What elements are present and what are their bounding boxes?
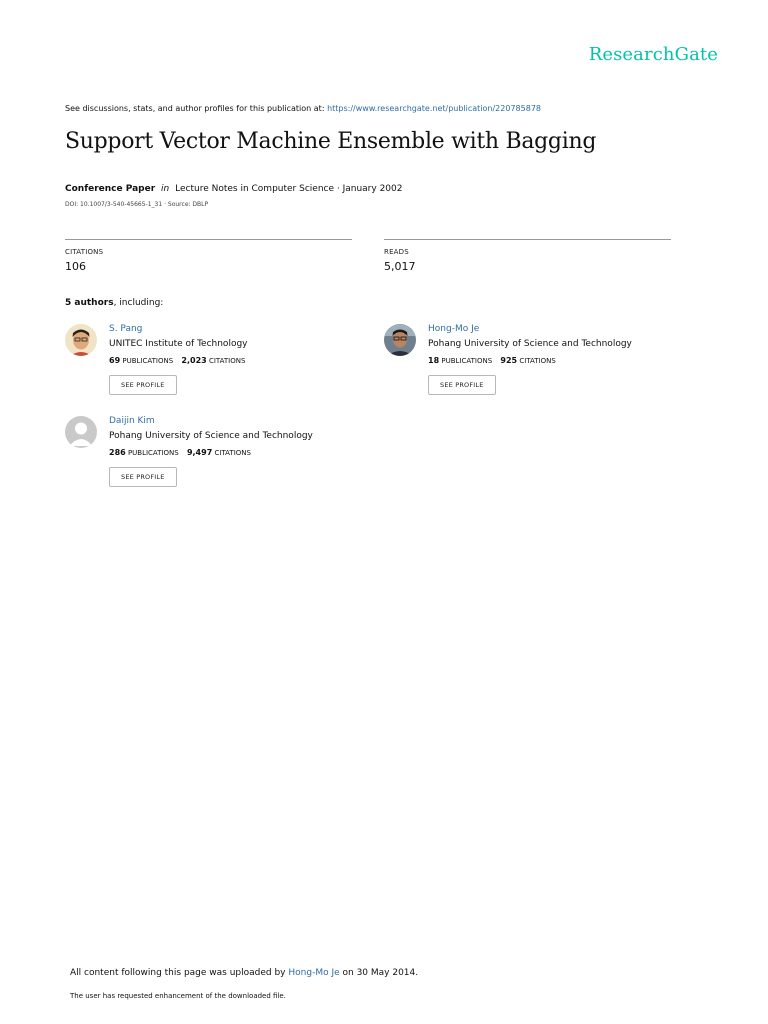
researchgate-logo[interactable]: ResearchGate — [588, 44, 718, 65]
publications-count: 18 — [428, 356, 440, 365]
paper-meta — [65, 184, 402, 194]
author-card — [65, 416, 365, 496]
author-stats — [109, 356, 245, 365]
uploader-link[interactable]: Hong-Mo Je — [288, 968, 340, 978]
avatar[interactable] — [65, 416, 97, 448]
author-name[interactable]: Hong-Mo Je — [428, 324, 480, 334]
upload-suffix: on 30 May 2014. — [339, 968, 419, 978]
author-card — [384, 324, 684, 404]
author-name[interactable]: S. Pang — [109, 324, 143, 334]
citations-label: CITATIONS — [65, 248, 104, 256]
paper-venue: Lecture Notes in Computer Science · January 2002 — [175, 184, 403, 194]
upload-line — [70, 968, 418, 978]
reads-value: 5,017 — [384, 260, 416, 273]
citations-label: CITATIONS — [208, 357, 246, 365]
upload-prefix: All content following this page was uploaded by — [70, 968, 289, 978]
discussion-text: See discussions, stats, and author profiles for this publication at: — [65, 104, 328, 113]
paper-title: Support Vector Machine Ensemble with Bagging — [65, 129, 597, 154]
paper-type: Conference Paper — [65, 184, 156, 194]
publications-label: PUBLICATIONS — [441, 357, 493, 365]
reads-divider — [384, 239, 671, 240]
author-photo-icon — [384, 324, 416, 356]
authors-suffix: , including: — [113, 298, 164, 308]
author-institution: UNITEC Institute of Technology — [109, 339, 248, 349]
publications-count: 286 — [109, 448, 126, 457]
author-stats — [428, 356, 556, 365]
author-institution: Pohang University of Science and Technology — [109, 431, 313, 441]
author-stats — [109, 448, 251, 457]
citations-count: 925 — [500, 356, 518, 365]
publications-count: 69 — [109, 356, 121, 365]
default-avatar-icon — [65, 416, 97, 448]
see-profile-button[interactable]: SEE PROFILE — [428, 375, 496, 395]
publications-label: PUBLICATIONS — [127, 449, 179, 457]
discussion-line — [65, 104, 541, 113]
author-institution: Pohang University of Science and Technology — [428, 339, 632, 349]
author-card — [65, 324, 365, 404]
in-word: in — [161, 184, 170, 194]
citations-divider — [65, 239, 352, 240]
author-photo-icon — [65, 324, 97, 356]
authors-header — [65, 298, 163, 308]
publications-label: PUBLICATIONS — [122, 357, 174, 365]
doi-line: DOI: 10.1007/3-540-45665-1_31 · Source: DBLP — [65, 201, 209, 208]
citations-label: CITATIONS — [519, 357, 556, 365]
citations-label: CITATIONS — [214, 449, 251, 457]
see-profile-button[interactable]: SEE PROFILE — [109, 375, 177, 395]
see-profile-button[interactable]: SEE PROFILE — [109, 467, 177, 487]
publication-link[interactable]: https://www.researchgate.net/publication/220785878 — [327, 104, 541, 113]
author-name[interactable]: Daijin Kim — [109, 416, 155, 426]
reads-label: READS — [384, 248, 409, 256]
enhancement-note: The user has requested enhancement of the downloaded file. — [70, 992, 286, 1000]
citations-value: 106 — [65, 260, 86, 273]
authors-count: 5 authors — [65, 298, 114, 308]
avatar[interactable] — [65, 324, 97, 356]
citations-count: 2,023 — [181, 356, 207, 365]
avatar[interactable] — [384, 324, 416, 356]
citations-count: 9,497 — [186, 448, 213, 457]
